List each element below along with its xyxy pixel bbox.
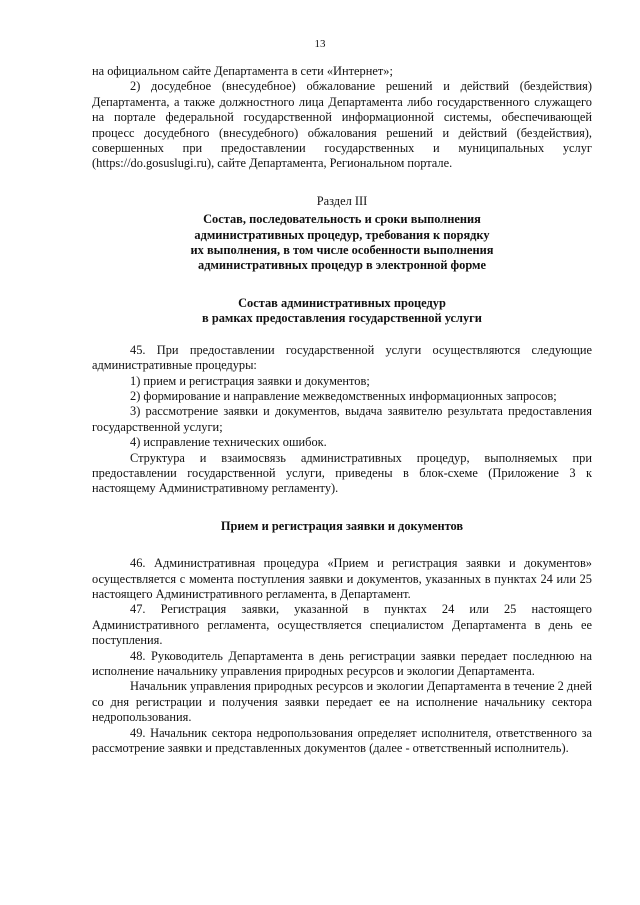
- paragraph-49: 49. Начальник сектора недропользования определяет исполнителя, ответственного за рассмотрение заявки и представленных документов (далее - ответственный исполнитель).: [92, 725, 592, 756]
- paragraph: на официальном сайте Департамента в сети «Интернет»;: [92, 64, 393, 78]
- subheading-line: в рамках предоставления государственной услуги: [202, 311, 482, 326]
- page-number: 13: [314, 38, 326, 50]
- section-title-line: административных процедур в электронной форме: [198, 258, 486, 273]
- list-item: 4) исправление технических ошибок.: [130, 435, 327, 450]
- paragraph: Начальник управления природных ресурсов и экологии Департамента в течение 2 дней со дня регистрации и получения заявки передает ее на исполнение начальнику сектора недропользования.: [92, 679, 592, 725]
- list-item: 3) рассмотрение заявки и документов, выдача заявителю результата предоставления государственной услуги;: [92, 404, 592, 434]
- subheading-2: Прием и регистрация заявки и документов: [220, 518, 464, 533]
- section-title-line: их выполнения, в том числе особенности выполнения: [190, 243, 494, 258]
- paragraph-47: 47. Регистрация заявки, указанной в пунктах 24 или 25 настоящего Административного регламента, осуществляется специалистом Департамента в день ее поступления.: [92, 602, 592, 648]
- paragraph-48: 48. Руководитель Департамента в день регистрации заявки передает последнюю на исполнение начальнику управления природных ресурсов и экологии Департамента.: [92, 648, 592, 678]
- section-title-line: административных процедур, требования к порядку: [194, 227, 490, 242]
- section-label: Раздел III: [316, 193, 368, 208]
- list-item: 1) прием и регистрация заявки и документов;: [130, 373, 370, 388]
- paragraph-45: 45. При предоставлении государственной услуги осуществляются следующие административные процедуры:: [92, 342, 592, 373]
- document-body: [92, 64, 592, 756]
- paragraph-46: 46. Административная процедура «Прием и регистрация заявки и документов» осуществляется с момента поступления заявки и документов, указанных в пунктах 24 или 25 настоящего Административного регламента, в Департамент.: [92, 556, 592, 601]
- section-title-line: Состав, последовательность и сроки выполнения: [203, 212, 481, 227]
- paragraph: Структура и взаимосвязь административных процедур, выполняемых при предоставлении государственной услуги, приведены в блок-схеме (Приложение 3 к настоящему Административному регламенту).: [92, 450, 592, 496]
- list-item: 2) формирование и направление межведомственных информационных запросов;: [130, 388, 557, 403]
- paragraph: 2) досудебное (внесудебное) обжалование решений и действий (бездействия) Департамента, а также должностного лица Департамента либо государственного служащего на портале федеральной государственной информационной системы, обеспечивающей процесс досудебного (внесудебного) обжалования решений и действий (бездействия), совершенных при предоставлении государственных и муниципальных услуг (https://do.gosuslugi.ru), сайте Департамента, Региональном портале.: [92, 79, 592, 171]
- subheading-line: Состав административных процедур: [238, 295, 446, 310]
